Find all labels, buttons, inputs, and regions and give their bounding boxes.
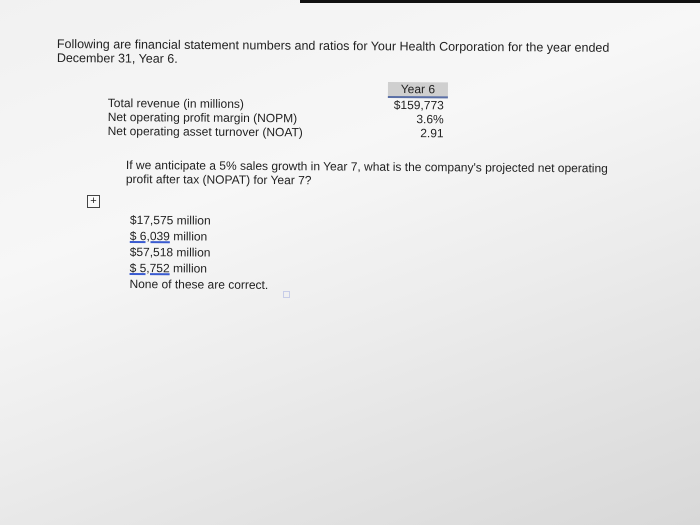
answer-option[interactable] (130, 244, 269, 261)
option-unit: million (176, 213, 211, 228)
intro-line-1: Following are financial statement numbers and ratios for Your Health Corporation for the year ended (56, 37, 610, 55)
option-amount: $17,575 (129, 212, 174, 228)
row-label: Total revenue (in millions) (107, 95, 244, 111)
option-unit: million (173, 229, 208, 244)
answer-option[interactable] (130, 212, 269, 229)
answer-option[interactable] (130, 260, 269, 277)
question-line-1: If we anticipate a 5% sales growth in Year 7, what is the company's projected net operating (125, 158, 608, 176)
question-text (126, 158, 646, 190)
table-row (108, 124, 448, 140)
answer-option[interactable] (129, 276, 268, 293)
financial-table (107, 80, 448, 141)
row-value: 3.6% (416, 112, 444, 127)
intro-line-2: December 31, Year 6. (56, 50, 178, 66)
question-line-2: profit after tax (NOPAT) for Year 7? (125, 171, 312, 188)
plus-box-icon[interactable]: + (87, 195, 100, 208)
intro-text (57, 37, 657, 69)
cursor-marker (283, 291, 290, 298)
answer-choices (129, 212, 268, 293)
row-value: 2.91 (420, 126, 444, 141)
answer-option[interactable] (130, 228, 269, 245)
top-edge-bar (300, 0, 700, 3)
row-label: Net operating asset turnover (NOAT) (107, 123, 303, 140)
row-value: $159,773 (393, 97, 444, 113)
option-unit: million (176, 245, 211, 260)
option-amount: None of these are correct. (129, 276, 269, 292)
option-amount: $ 5,752 (129, 260, 170, 276)
option-amount: $ 6,039 (129, 228, 170, 244)
option-amount: $57,518 (129, 244, 174, 260)
option-unit: million (172, 261, 208, 276)
row-label: Net operating profit margin (NOPM) (107, 109, 298, 126)
column-header-year6: Year 6 (388, 82, 448, 98)
